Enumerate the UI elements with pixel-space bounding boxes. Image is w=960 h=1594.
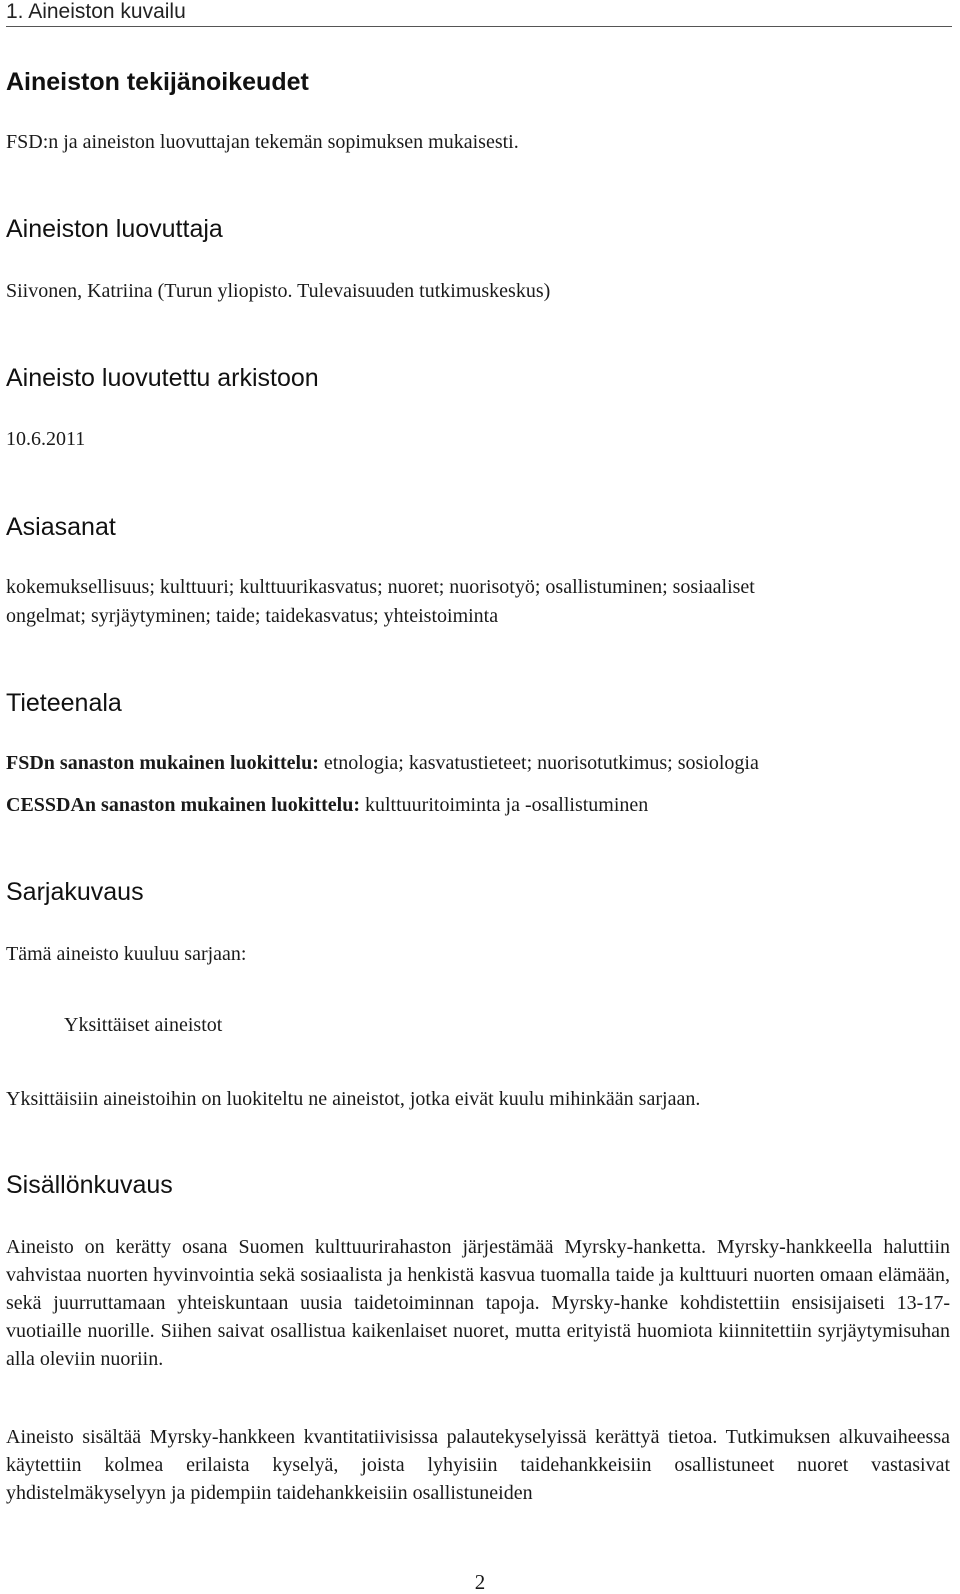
field-fsd-label: FSDn sanaston mukainen luokittelu:: [6, 752, 319, 774]
depositor-text: Siivonen, Katriina (Turun yliopisto. Tulevaisuuden tutkimuskeskus): [6, 280, 551, 302]
field-cessda-label: CESSDAn sanaston mukainen luokittelu:: [6, 794, 360, 816]
content-paragraph-1: Aineisto on kerätty osana Suomen kulttuurirahaston järjestämää Myrsky-hanketta. Myrsky-hankkeella haluttiin vahvistaa nuorten hyvinvointia sekä sosiaalista ja henkistä kasvua tuomalla taide ja kulttuuri nuorten omaan elämään, sekä juurruttamaan yhteiskuntaan uusia taidetoiminnan tapoja. Myrsky-hanke kohdistettiin ensisijaiseti 13-17-vuotiaille nuorille. Siihen saivat osallistua kaikenlaiset nuoret, mutta erityistä huomiota kiinnitettiin syrjäytymisuhan alla oleviin nuoriin.: [6, 1236, 950, 1370]
copyright-text: FSD:n ja aineiston luovuttajan tekemän sopimuksen mukaisesti.: [6, 131, 519, 153]
heading-content: Sisällönkuvaus: [6, 1171, 173, 1199]
field-fsd-value: etnologia; kasvatustieteet; nuorisotutkimus; sosiologia: [323, 752, 759, 774]
field-fsd-row: [6, 749, 950, 777]
heading-depositor: Aineiston luovuttaja: [6, 215, 223, 243]
series-name: Yksittäiset aineistot: [64, 1014, 223, 1036]
field-cessda-row: [6, 791, 950, 819]
keywords-line-1: kokemuksellisuus; kulttuuri; kulttuurikasvatus; nuoret; nuorisotyö; osallistuminen; sosiaaliset: [6, 576, 755, 598]
series-description: Yksittäisiin aineistoihin on luokiteltu ne aineistot, jotka eivät kuulu mihinkään sarjaan.: [6, 1088, 701, 1110]
keywords-line-2: ongelmat; syrjäytyminen; taide; taidekasvatus; yhteistoiminta: [6, 605, 499, 627]
deposit-date-text: 10.6.2011: [6, 428, 86, 450]
page-number: 2: [474, 1570, 486, 1594]
field-cessda-value: kulttuuritoiminta ja -osallistuminen: [365, 794, 649, 816]
running-header: 1. Aineiston kuvailu: [6, 0, 952, 27]
heading-deposit-date: Aineisto luovutettu arkistoon: [6, 364, 319, 392]
heading-copyright: Aineiston tekijänoikeudet: [6, 68, 309, 96]
heading-field: Tieteenala: [6, 689, 122, 717]
heading-keywords: Asiasanat: [6, 513, 116, 541]
heading-series: Sarjakuvaus: [6, 878, 144, 906]
series-intro: Tämä aineisto kuuluu sarjaan:: [6, 943, 247, 965]
content-paragraph-2: Aineisto sisältää Myrsky-hankkeen kvantitatiivisissa palautekyselyissä kerättyä tietoa. Tutkimuksen alkuvaiheessa käytettiin kolmea erilaista kyselyä, joista lyhyisiin taidehankkeisiin osallistuneet nuoret vastasivat yhdistelmäkyselyyn ja pidempiin taidehankkeisiin osallistuneiden: [6, 1426, 950, 1504]
